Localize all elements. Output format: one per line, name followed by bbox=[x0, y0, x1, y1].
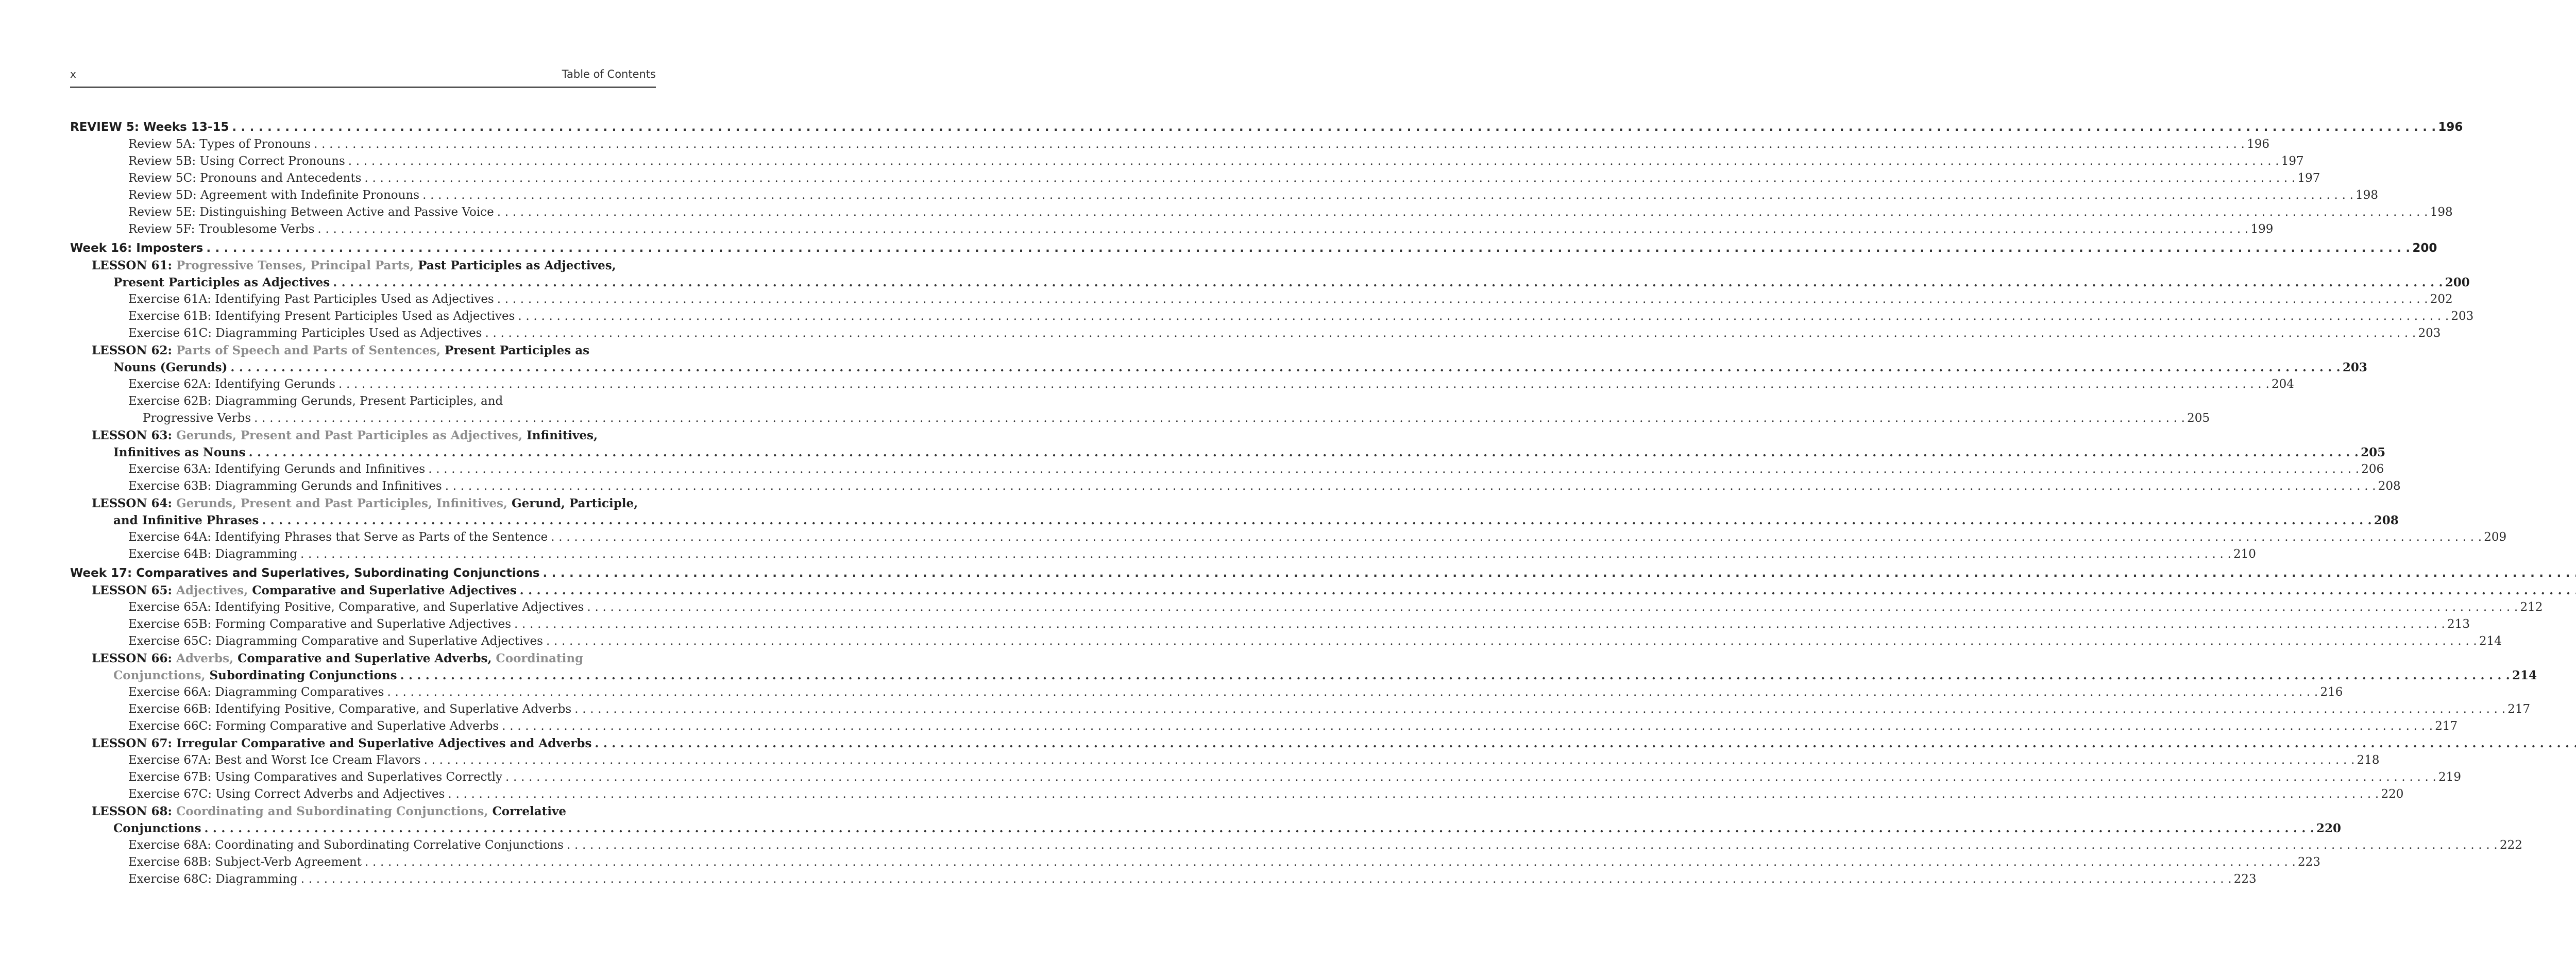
toc-entry-title bbox=[128, 752, 421, 769]
dot-leader bbox=[448, 786, 2379, 803]
toc-title-text: Nouns (Gerunds) bbox=[113, 361, 228, 374]
toc-title-text: Review 5B: Using Correct Pronouns bbox=[128, 155, 345, 168]
page-number-roman: x bbox=[70, 68, 76, 80]
toc-entry-title bbox=[128, 701, 571, 718]
toc-entry[interactable] bbox=[70, 461, 2384, 478]
toc-entry-title bbox=[113, 359, 227, 376]
toc-page-number: 223 bbox=[2233, 872, 2257, 886]
toc-entry-title bbox=[92, 735, 591, 752]
dot-leader bbox=[254, 410, 2185, 427]
dot-leader bbox=[428, 461, 2359, 478]
toc-title-text: Exercise 66A: Diagramming Comparatives bbox=[128, 685, 384, 699]
toc-title-text: Review 5F: Troublesome Verbs bbox=[128, 222, 315, 236]
toc-entry-title bbox=[92, 342, 589, 359]
toc-page-number: 196 bbox=[2438, 121, 2463, 134]
toc-prior-topic-text: Progressive Tenses, Principal Parts, bbox=[176, 259, 418, 272]
toc-title-text: Conjunctions bbox=[113, 821, 201, 835]
toc-entry-title bbox=[70, 565, 540, 582]
toc-title-text: Past Participles as Adjectives, bbox=[418, 259, 616, 272]
running-title: Table of Contents bbox=[562, 68, 656, 80]
dot-leader bbox=[543, 565, 2576, 582]
toc-page-number: 198 bbox=[2355, 188, 2379, 202]
toc-entry-title bbox=[92, 650, 583, 667]
toc-entry-title bbox=[128, 153, 345, 170]
toc-title-text: Exercise 63B: Diagramming Gerunds and Infinitives bbox=[128, 479, 442, 493]
toc-title-text: REVIEW 5: Weeks 13-15 bbox=[70, 121, 229, 134]
dot-leader bbox=[567, 837, 2498, 854]
toc-entry[interactable] bbox=[70, 837, 2522, 854]
toc-entry-title bbox=[128, 325, 482, 342]
toc-prior-topic-text: Gerunds, Present and Past Participles as Adjectives, bbox=[176, 428, 527, 442]
dot-leader bbox=[387, 684, 2318, 701]
toc-entry[interactable] bbox=[70, 820, 2341, 837]
toc-entry-title bbox=[128, 769, 502, 786]
toc-title-text: Comparative and Superlative Adjectives bbox=[252, 584, 517, 597]
toc-title-text: Exercise 64A: Identifying Phrases that Serve as Parts of the Sentence bbox=[128, 530, 548, 544]
toc-entry[interactable] bbox=[70, 735, 656, 752]
toc-entry-title bbox=[128, 478, 442, 495]
toc-entry-title bbox=[128, 308, 515, 325]
toc-entry-title bbox=[128, 461, 425, 478]
toc-page-number: 203 bbox=[2451, 310, 2474, 323]
toc-entry[interactable] bbox=[70, 325, 2441, 342]
dot-leader bbox=[338, 376, 2269, 393]
toc-entry-title bbox=[113, 444, 246, 461]
toc-entry[interactable] bbox=[70, 650, 656, 667]
dot-leader bbox=[348, 153, 2279, 170]
toc-page-number: 202 bbox=[2430, 293, 2453, 306]
dot-leader bbox=[574, 701, 2505, 718]
toc-entry[interactable] bbox=[70, 701, 2531, 718]
toc-page-number: 218 bbox=[2357, 753, 2380, 767]
toc-entry[interactable] bbox=[70, 257, 656, 274]
toc-entry[interactable] bbox=[70, 582, 656, 599]
toc-entry-title bbox=[128, 376, 335, 393]
toc-title-text: LESSON 67: Irregular Comparative and Superlative Adjectives and Adverbs bbox=[92, 736, 592, 750]
toc-entry[interactable] bbox=[70, 599, 2543, 616]
toc-entry[interactable] bbox=[70, 221, 2274, 238]
toc-title-text: Exercise 66B: Identifying Positive, Comparative, and Superlative Adverbs bbox=[128, 702, 572, 716]
toc-title-text: Exercise 62B: Diagramming Gerunds, Present Participles, and bbox=[128, 394, 503, 408]
toc-title-text: Exercise 61A: Identifying Past Participles Used as Adjectives bbox=[128, 293, 494, 306]
toc-entry-title bbox=[92, 495, 638, 512]
toc-title-text: Week 17: Comparatives and Superlatives, Subordinating Conjunctions bbox=[70, 567, 540, 580]
toc-entry-title bbox=[128, 136, 311, 153]
toc-entry-title bbox=[70, 240, 203, 257]
toc-title-text: Exercise 65A: Identifying Positive, Comparative, and Superlative Adjectives bbox=[128, 600, 584, 614]
dot-leader bbox=[249, 444, 2359, 461]
toc-page-number: 210 bbox=[2233, 547, 2256, 561]
toc-entry[interactable] bbox=[70, 187, 2379, 204]
toc-entry[interactable] bbox=[70, 633, 2502, 650]
toc-entry-title bbox=[128, 291, 494, 308]
toc-entry[interactable] bbox=[70, 342, 656, 359]
toc-entry[interactable] bbox=[70, 718, 2458, 735]
toc-title-text: Subordinating Conjunctions bbox=[209, 668, 397, 682]
toc-title-text: Present Participles as bbox=[445, 344, 590, 357]
toc-title-text: LESSON 61: bbox=[92, 259, 176, 272]
dot-leader bbox=[364, 170, 2295, 187]
toc-entry[interactable] bbox=[70, 444, 2386, 461]
toc-entry[interactable] bbox=[70, 410, 2210, 427]
dot-leader bbox=[502, 718, 2433, 735]
running-header bbox=[70, 68, 656, 88]
toc-entry-title bbox=[113, 820, 201, 837]
toc-prior-topic-text: Coordinating and Subordinating Conjunctions, bbox=[176, 804, 493, 818]
dot-leader bbox=[314, 136, 2245, 153]
toc-title-text: Exercise 62A: Identifying Gerunds bbox=[128, 377, 335, 391]
toc-page-number: 200 bbox=[2412, 242, 2437, 255]
toc-page-number: 203 bbox=[2418, 327, 2441, 340]
dot-leader bbox=[262, 512, 2371, 529]
toc-page-number: 205 bbox=[2187, 411, 2210, 425]
toc-title-text: Progressive Verbs bbox=[143, 411, 251, 425]
toc-title-text: Exercise 67A: Best and Worst Ice Cream Flavors bbox=[128, 753, 421, 767]
toc-entry-title bbox=[113, 274, 330, 291]
toc-page-number: 209 bbox=[2484, 530, 2507, 544]
toc-entry-title bbox=[128, 393, 503, 410]
toc-title-text: Exercise 63A: Identifying Gerunds and Infinitives bbox=[128, 462, 426, 476]
toc-entry[interactable] bbox=[70, 153, 2304, 170]
dot-leader bbox=[424, 752, 2355, 769]
toc-title-text: Present Participles as Adjectives bbox=[113, 276, 330, 289]
toc-title-text: Exercise 65B: Forming Comparative and Superlative Adjectives bbox=[128, 617, 512, 631]
toc-entry-title bbox=[128, 616, 511, 633]
dot-leader bbox=[551, 529, 2482, 546]
toc-page-number: 206 bbox=[2361, 462, 2384, 476]
toc-entry-title bbox=[128, 633, 543, 650]
toc-title-text: Comparative and Superlative Adverbs, bbox=[238, 651, 496, 665]
dot-leader bbox=[546, 633, 2477, 650]
toc-title-text: Review 5A: Types of Pronouns bbox=[128, 138, 311, 151]
toc-page-number: 216 bbox=[2320, 685, 2343, 699]
toc-entry[interactable] bbox=[70, 240, 2437, 257]
toc-entry[interactable] bbox=[70, 667, 2537, 684]
toc-title-text: Exercise 64B: Diagramming bbox=[128, 547, 298, 561]
dot-leader bbox=[205, 820, 2314, 837]
toc-title-text: Exercise 61B: Identifying Present Participles Used as Adjectives bbox=[128, 310, 515, 323]
dot-leader bbox=[587, 599, 2518, 616]
toc-title-text: Infinitives, bbox=[527, 428, 598, 442]
dot-leader bbox=[497, 204, 2428, 221]
toc-entry-title bbox=[113, 667, 397, 684]
toc-title-text: Week 16: Imposters bbox=[70, 242, 204, 255]
toc-entry-title bbox=[92, 427, 598, 444]
toc-entry[interactable] bbox=[70, 359, 2367, 376]
dot-leader bbox=[485, 325, 2416, 342]
dot-leader bbox=[333, 274, 2443, 291]
toc-entry-title bbox=[128, 718, 499, 735]
dot-leader bbox=[497, 291, 2428, 308]
toc-entry[interactable] bbox=[70, 308, 2474, 325]
toc-entry-title bbox=[70, 119, 229, 136]
toc-entry[interactable] bbox=[70, 170, 2320, 187]
toc-entry[interactable] bbox=[70, 427, 656, 444]
toc-title-text: Exercise 67B: Using Comparatives and Superlatives Correctly bbox=[128, 770, 503, 784]
toc-title-text: Exercise 67C: Using Correct Adverbs and Adjectives bbox=[128, 787, 445, 801]
toc-entry[interactable] bbox=[70, 393, 656, 410]
toc-entry-title bbox=[128, 786, 445, 803]
toc-title-text: Exercise 66C: Forming Comparative and Superlative Adverbs bbox=[128, 719, 499, 733]
toc-page-number: 222 bbox=[2499, 838, 2522, 852]
toc-prior-topic-text: Adverbs, bbox=[176, 651, 238, 665]
toc-title-text: Review 5C: Pronouns and Antecedents bbox=[128, 171, 362, 185]
dot-leader bbox=[445, 478, 2376, 495]
toc-page-number: 214 bbox=[2512, 668, 2537, 682]
toc-entry[interactable] bbox=[70, 546, 2256, 563]
dot-leader bbox=[505, 769, 2436, 786]
dot-leader bbox=[595, 735, 2576, 752]
toc-page-number: 217 bbox=[2435, 719, 2458, 733]
toc-entry-title bbox=[128, 204, 494, 221]
toc-entry[interactable] bbox=[70, 786, 2404, 803]
toc-page-number: 204 bbox=[2271, 377, 2294, 391]
toc-page-number: 196 bbox=[2247, 138, 2269, 151]
toc-entry[interactable] bbox=[70, 478, 2401, 495]
toc-page-number: 217 bbox=[2507, 702, 2531, 716]
toc-entry[interactable] bbox=[70, 616, 2470, 633]
toc-entry-title bbox=[92, 257, 616, 274]
toc-page-number: 205 bbox=[2361, 445, 2386, 459]
dot-leader bbox=[365, 854, 2296, 871]
toc-page-number: 200 bbox=[2445, 276, 2470, 289]
toc-entry-title bbox=[128, 854, 362, 871]
toc-title-text: Infinitives as Nouns bbox=[113, 445, 246, 459]
toc-page-number: 203 bbox=[2342, 361, 2367, 374]
toc-entry-title bbox=[128, 546, 297, 563]
toc-entry-title bbox=[128, 187, 419, 204]
toc-entry[interactable] bbox=[70, 136, 2269, 153]
toc-page-number: 197 bbox=[2281, 155, 2304, 168]
toc-page-number: 198 bbox=[2430, 205, 2453, 219]
toc-page-number: 213 bbox=[2447, 617, 2470, 631]
toc-title-text: Exercise 68A: Coordinating and Subordinating Correlative Conjunctions bbox=[128, 838, 564, 852]
toc-entry[interactable] bbox=[70, 769, 2461, 786]
toc-entry-title bbox=[128, 837, 564, 854]
toc-page-number: 214 bbox=[2479, 634, 2502, 648]
dot-leader bbox=[422, 187, 2353, 204]
toc-prior-topic-text: Parts of Speech and Parts of Sentences, bbox=[176, 344, 445, 357]
toc-entry-title bbox=[92, 582, 517, 599]
toc-entry[interactable] bbox=[70, 291, 2453, 308]
toc-page-number: 197 bbox=[2297, 171, 2320, 185]
toc-title-text: and Infinitive Phrases bbox=[113, 513, 259, 527]
toc-prior-topic-text: Coordinating bbox=[496, 651, 584, 665]
table-of-contents bbox=[70, 119, 2543, 888]
dot-leader bbox=[514, 616, 2445, 633]
toc-title-text: LESSON 65: bbox=[92, 584, 176, 597]
toc-prior-topic-text: Adjectives, bbox=[176, 584, 252, 597]
toc-entry[interactable] bbox=[70, 529, 2507, 546]
toc-title-text: LESSON 64: bbox=[92, 496, 176, 510]
toc-entry[interactable] bbox=[70, 274, 2470, 291]
toc-title-text: LESSON 68: bbox=[92, 804, 176, 818]
toc-entry[interactable] bbox=[70, 495, 656, 512]
dot-leader bbox=[206, 240, 2410, 257]
toc-entry-title bbox=[92, 803, 566, 820]
toc-entry-title bbox=[113, 512, 259, 529]
toc-prior-topic-text: Gerunds, Present and Past Participles, Infinitives, bbox=[176, 496, 512, 510]
toc-entry[interactable] bbox=[70, 565, 656, 582]
dot-leader bbox=[518, 308, 2449, 325]
toc-page-number: 212 bbox=[2520, 600, 2543, 614]
toc-entry-title bbox=[128, 599, 584, 616]
toc-page-number: 208 bbox=[2374, 513, 2399, 527]
toc-page-number: 208 bbox=[2378, 479, 2401, 493]
dot-leader bbox=[317, 221, 2248, 238]
dot-leader bbox=[232, 119, 2436, 136]
toc-title-text: Exercise 68B: Subject-Verb Agreement bbox=[128, 855, 362, 869]
toc-entry[interactable] bbox=[70, 803, 656, 820]
dot-leader bbox=[230, 359, 2340, 376]
toc-entry[interactable] bbox=[70, 119, 2463, 136]
toc-title-text: Exercise 68C: Diagramming bbox=[128, 872, 298, 886]
toc-title-text: Correlative bbox=[492, 804, 566, 818]
toc-title-text: Review 5E: Distinguishing Between Active and Passive Voice bbox=[128, 205, 494, 219]
toc-prior-topic-text: Conjunctions, bbox=[113, 668, 210, 682]
toc-page-number: 199 bbox=[2250, 222, 2274, 236]
toc-title-text: Exercise 61C: Diagramming Participles Used as Adjectives bbox=[128, 327, 482, 340]
toc-entry-title bbox=[128, 529, 548, 546]
toc-page-number: 223 bbox=[2298, 855, 2320, 869]
toc-entry[interactable] bbox=[70, 854, 2320, 871]
toc-entry[interactable] bbox=[70, 512, 2399, 529]
toc-entry[interactable] bbox=[70, 871, 2257, 888]
toc-title-text: Gerund, Participle, bbox=[511, 496, 638, 510]
toc-title-text: LESSON 62: bbox=[92, 344, 176, 357]
dot-leader bbox=[300, 546, 2231, 563]
toc-entry[interactable] bbox=[70, 204, 2453, 221]
toc-title-text: Exercise 65C: Diagramming Comparative and Superlative Adjectives bbox=[128, 634, 543, 648]
toc-title-text: LESSON 66: bbox=[92, 651, 176, 665]
dot-leader bbox=[400, 667, 2510, 684]
toc-entry-title bbox=[128, 871, 298, 888]
document-page bbox=[70, 0, 2543, 961]
toc-entry-title bbox=[143, 410, 251, 427]
toc-title-text: LESSON 63: bbox=[92, 428, 176, 442]
toc-entry-title bbox=[128, 221, 314, 238]
dot-leader bbox=[301, 871, 2232, 888]
toc-page-number: 220 bbox=[2381, 787, 2404, 801]
toc-entry[interactable] bbox=[70, 376, 2294, 393]
toc-entry-title bbox=[128, 170, 361, 187]
toc-page-number: 219 bbox=[2438, 770, 2461, 784]
toc-entry[interactable] bbox=[70, 684, 2343, 701]
toc-entry-title bbox=[128, 684, 384, 701]
toc-page-number: 220 bbox=[2316, 821, 2341, 835]
toc-title-text: Review 5D: Agreement with Indefinite Pronouns bbox=[128, 188, 420, 202]
dot-leader bbox=[520, 582, 2576, 599]
toc-entry[interactable] bbox=[70, 752, 2380, 769]
